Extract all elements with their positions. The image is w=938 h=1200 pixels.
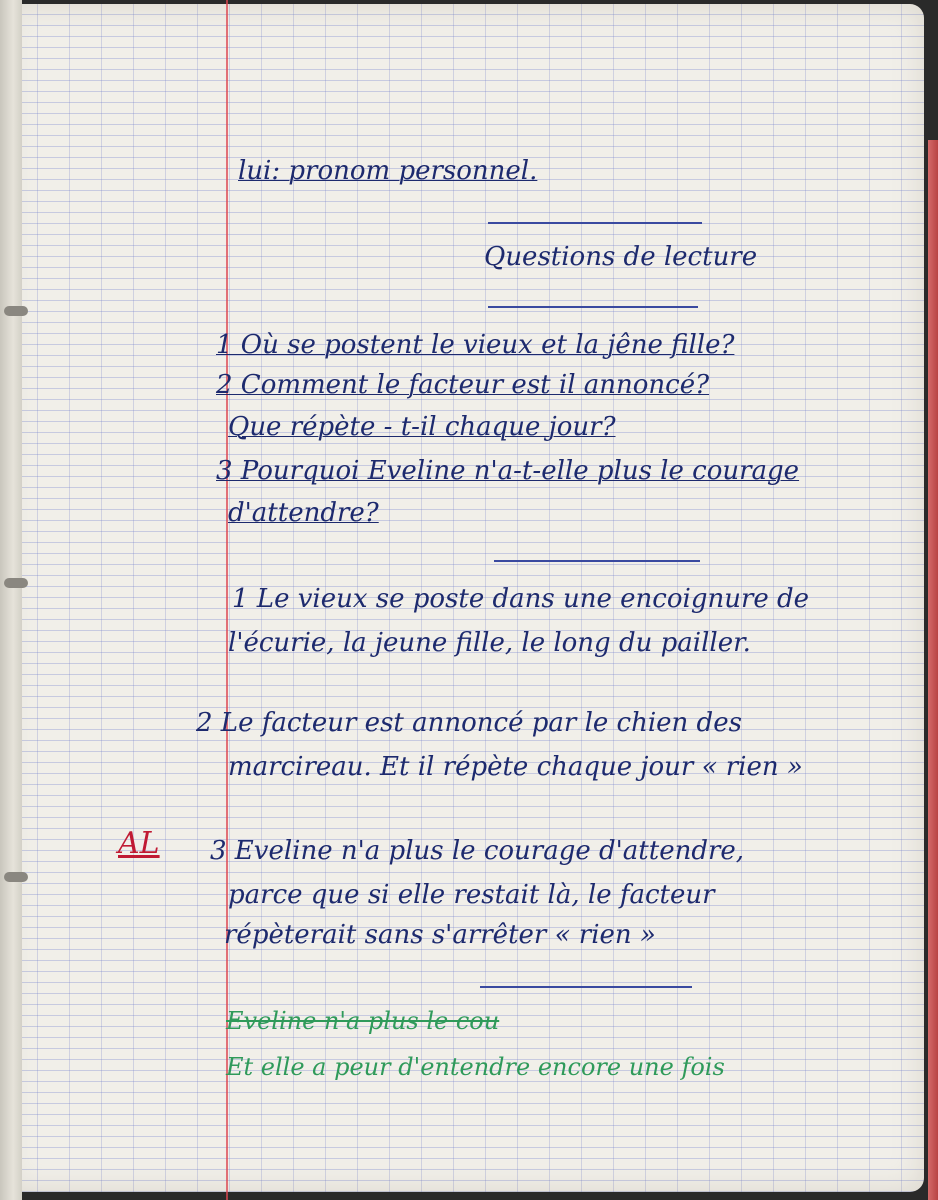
teacher-margin-mark: AL: [118, 826, 160, 861]
answer-line: 3 Eveline n'a plus le courage d'attendre,: [210, 836, 745, 866]
notebook-binding: [0, 0, 22, 1200]
answer-line: marcireau. Et il répète chaque jour « rien »: [228, 752, 803, 782]
question-line: d'attendre?: [228, 498, 379, 528]
answer-line: répèterait sans s'arrêter « rien »: [224, 920, 656, 950]
title-rule-top: [488, 222, 702, 224]
section-rule: [494, 560, 700, 562]
question-line: 2 Comment le facteur est il annoncé?: [216, 370, 710, 400]
correction-struck-line: Eveline n'a plus le cou: [226, 1007, 500, 1035]
answer-line: 2 Le facteur est annoncé par le chien des: [196, 708, 742, 738]
question-line: 1 Où se postent le vieux et la jêne fille?: [216, 330, 735, 360]
section-rule: [480, 986, 692, 988]
binding-hole: [4, 578, 28, 588]
correction-line: Et elle a peur d'entendre encore une fois: [226, 1053, 725, 1081]
notebook-cover-edge: [928, 140, 938, 1200]
answer-line: parce que si elle restait là, le facteur: [228, 880, 715, 910]
question-line: 3 Pourquoi Eveline n'a-t-elle plus le courage: [216, 456, 800, 486]
heading-top: lui: pronom personnel.: [238, 156, 538, 186]
binding-hole: [4, 872, 28, 882]
answer-line: l'écurie, la jeune fille, le long du pailler.: [228, 628, 751, 658]
title-rule-bottom: [488, 306, 698, 308]
question-line: Que répète - t-il chaque jour?: [228, 412, 616, 442]
page-title: Questions de lecture: [484, 242, 758, 272]
binding-hole: [4, 306, 28, 316]
answer-line: 1 Le vieux se poste dans une encoignure de: [232, 584, 810, 614]
